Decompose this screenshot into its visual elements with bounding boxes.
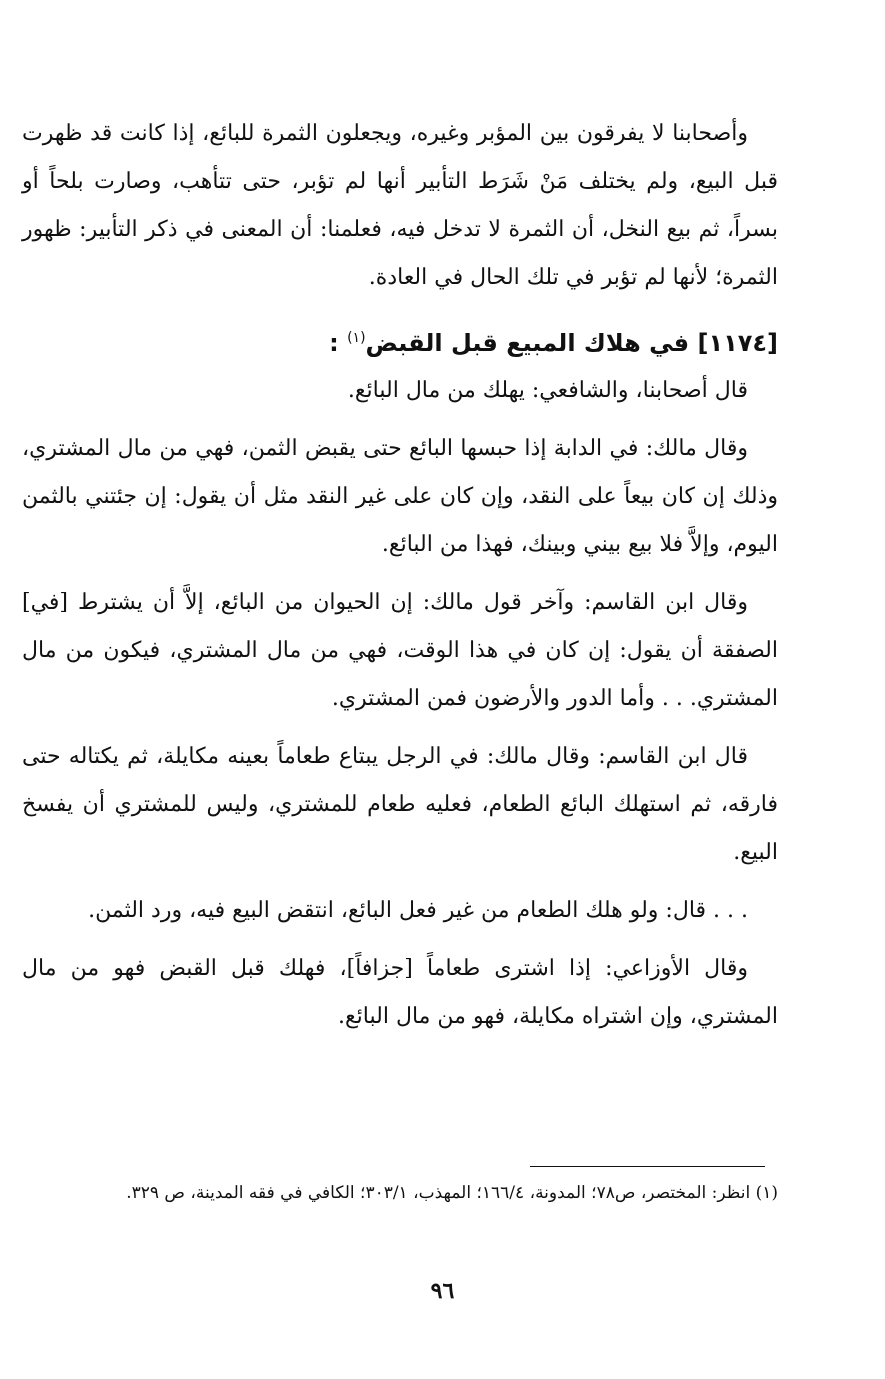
section-heading — [22, 314, 778, 367]
section-heading-text: [١١٧٤] في هلاك المبيع قبل القبض — [365, 329, 778, 357]
page-number: ٩٦ — [430, 1278, 455, 1304]
footnote: (١) انظر: المختصر، ص٧٨؛ المدونة، ١٦٦/٤؛ المهذب، ٣٠٣/١؛ الكافي في فقه المدينة، ص ٣٢٩. — [126, 1183, 778, 1203]
paragraph-5: قال ابن القاسم: وقال مالك: في الرجل يبتاع طعاماً بعينه مكايلة، ثم يكتاله حتى فارقه، ثم استهلك البائع الطعام، فعليه طعام للمشتري، وليس للمشتري أن يفسخ البيع. — [22, 744, 778, 865]
paragraph-2: قال أصحابنا، والشافعي: يهلك من مال البائع. — [347, 378, 748, 403]
paragraph-4: وقال ابن القاسم: وآخر قول مالك: إن الحيوان من البائع، إلاَّ أن يشترط [في] الصفقة أن يقول: إن كان في هذا الوقت، فهي من مال المشتري، فيكون من مال المشتري. . . وأما الدور والأرضون فمن المشتري. — [22, 590, 778, 711]
page-body — [22, 110, 778, 1051]
paragraph-3: وقال مالك: في الدابة إذا حبسها البائع حتى يقبض الثمن، فهي من مال المشتري، وذلك إن كان بيعاً على النقد، وإن كان على غير النقد مثل أن يقول: إن جئتني بالثمن اليوم، وإلاَّ فلا بيع بيني وبينك، فهذا من البائع. — [22, 436, 778, 557]
paragraph-1: وأصحابنا لا يفرقون بين المؤبر وغيره، ويجعلون الثمرة للبائع، إذا كانت قد ظهرت قبل البيع، ولم يختلف مَنْ شَرَط التأبير أنها لم تؤبر، حتى تتأهب، وصارت بلحاً أو بسراً، ثم بيع النخل، أن الثمرة لا تدخل فيه، فعلمنا: أن المعنى في ذكر التأبير: ظهور الثمرة؛ لأنها لم تؤبر في تلك الحال في العادة. — [22, 121, 778, 290]
footnote-divider — [530, 1166, 765, 1167]
section-heading-colon: : — [329, 329, 348, 357]
paragraph-6: . . . قال: ولو هلك الطعام من غير فعل البائع، انتقض البيع فيه، ورد الثمن. — [88, 898, 748, 923]
paragraph-7: وقال الأوزاعي: إذا اشترى طعاماً [جزافاً]، فهلك قبل القبض فهو من مال المشتري، وإن اشتراه مكايلة، فهو من مال البائع. — [22, 956, 778, 1029]
footnote-marker[interactable]: (١) — [347, 330, 366, 346]
